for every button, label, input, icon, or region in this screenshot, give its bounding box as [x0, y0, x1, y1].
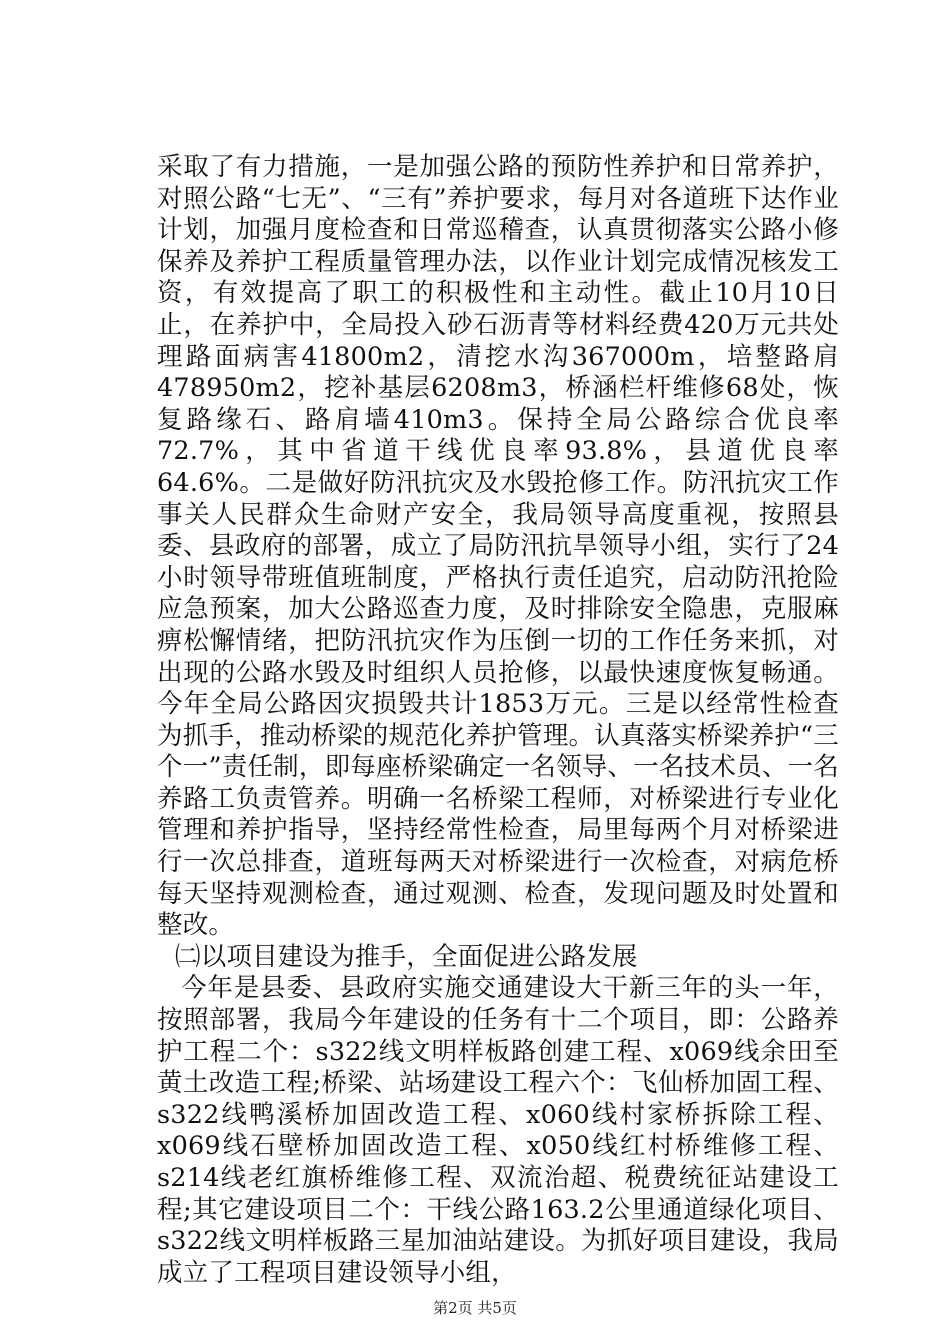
document-body	[157, 152, 839, 1289]
body-paragraph: 采取了有力措施，一是加强公路的预防性养护和日常养护，对照公路“七无”、“三有”养护要求，每月对各道班下达作业计划，加强月度检查和日常巡稽查，认真贯彻落实公路小修保养及养护工程质量管理办法，以作业计划完成情况核发工资，有效提高了职工的积极性和主动性。截止10月10日止，在养护中，全局投入砂石沥青等材料经费420万元共处理路面病害41800m2，清挖水沟367000m，培整路肩478950m2，挖补基层6208m3，桥涵栏杆维修68处，恢复路缘石、路肩墙410m3。保持全局公路综合优良率72.7%，其中省道干线优良率93.8%，县道优良率64.6%。二是做好防汛抗灾及水毁抢修工作。防汛抗灾工作事关人民群众生命财产安全，我局领导高度重视，按照县委、县政府的部署，成立了局防汛抗旱领导小组，实行了24小时领导带班值班制度，严格执行责任追究，启动防汛抢险应急预案，加大公路巡查力度，及时排除安全隐患，克服麻痹松懈情绪，把防汛抗灾作为压倒一切的工作任务来抓，对出现的公路水毁及时组织人员抢修，以最快速度恢复畅通。今年全局公路因灾损毁共计1853万元。三是以经常性检查为抓手，推动桥梁的规范化养护管理。认真落实桥梁养护“三个一”责任制，即每座桥梁确定一名领导、一名技术员、一名养路工负责管养。明确一名桥梁工程师，对桥梁进行专业化管理和养护指导，坚持经常性检查，局里每两个月对桥梁进行一次总排查，道班每两天对桥梁进行一次检查，对病危桥每天坚持观测检查，通过观测、检查，发现问题及时处置和整改。	[157, 152, 839, 941]
section-heading: ㈡以项目建设为推手，全面促进公路发展	[175, 941, 638, 972]
body-paragraph: 今年是县委、县政府实施交通建设大干新三年的头一年，按照部署，我局今年建设的任务有十二个项目，即：公路养护工程二个：s322线文明样板路创建工程、x069线余田至黄土改造工程;桥梁、站场建设工程六个：飞仙桥加固工程、s322线鸭溪桥加固改造工程、x060线村家桥拆除工程、x069线石壁桥加固改造工程、x050线红村桥维修工程、s214线老红旗桥维修工程、双流治超、税费统征站建设工程;其它建设项目二个：干线公路163.2公里通道绿化项目、s322线文明样板路三星加油站建设。为抓好项目建设，我局成立了工程项目建设领导小组，	[157, 973, 839, 1288]
page-footer: 第2页 共5页	[433, 1299, 517, 1317]
